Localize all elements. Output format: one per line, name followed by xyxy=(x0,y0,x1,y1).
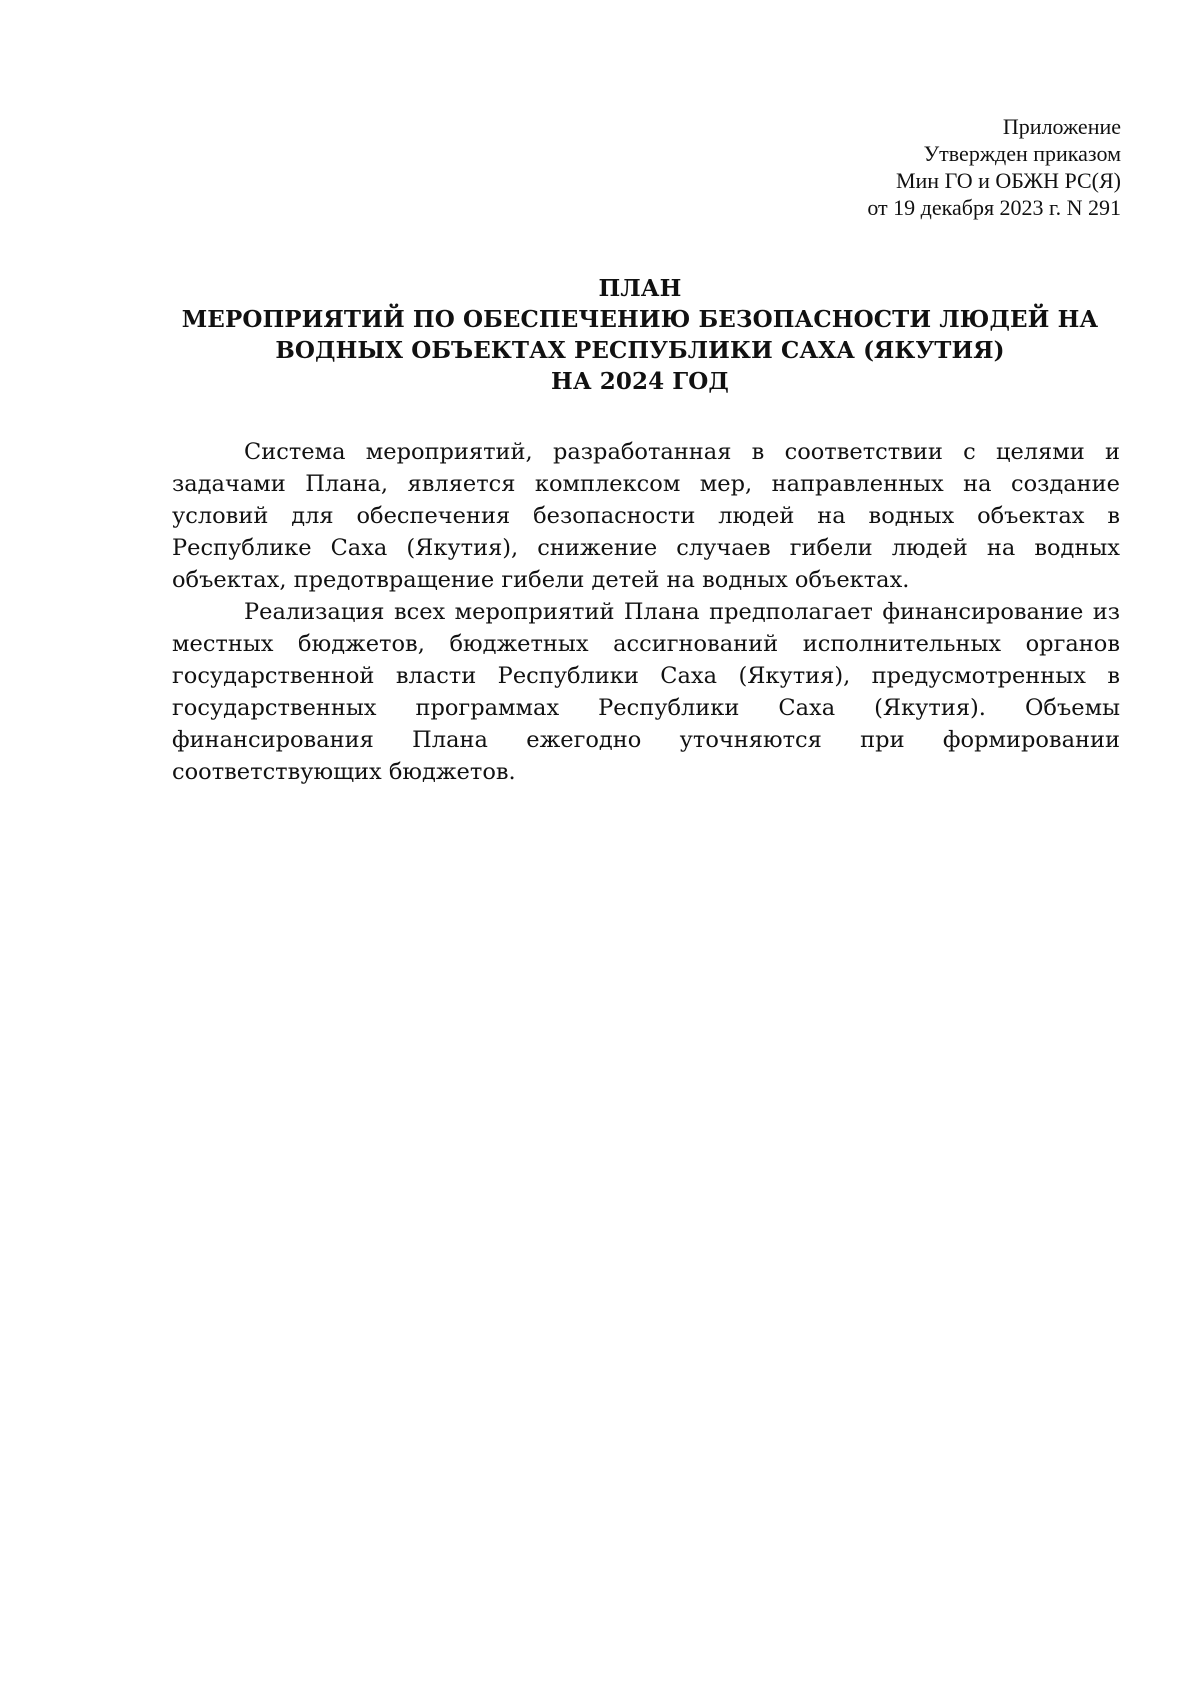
paragraph-line: государственной власти Республики Саха (Якутия), предусмотренных в xyxy=(172,663,1120,689)
approval-ministry: Мин ГО и ОБЖН РС(Я) xyxy=(895,168,1121,193)
paragraph-line: соответствующих бюджетов. xyxy=(172,759,516,785)
paragraph-line: финансирования Плана ежегодно уточняются при формировании xyxy=(172,727,1120,753)
paragraph-line: местных бюджетов, бюджетных ассигнований исполнительных органов xyxy=(172,631,1120,657)
approval-approved-by: Утвержден приказом xyxy=(923,141,1121,166)
paragraph-line: Реализация всех мероприятий Плана предполагает финансирование из xyxy=(244,599,1120,625)
approval-order-date: от 19 декабря 2023 г. N 291 xyxy=(867,195,1121,220)
title-line-year: НА 2024 ГОД xyxy=(551,368,729,395)
paragraph-line: условий для обеспечения безопасности людей на водных объектах в xyxy=(172,503,1120,529)
title-line-objects: ВОДНЫХ ОБЪЕКТАХ РЕСПУБЛИКИ САХА (ЯКУТИЯ) xyxy=(275,337,1005,364)
approval-appendix-label: Приложение xyxy=(1002,114,1121,139)
paragraph-financing xyxy=(172,596,1120,788)
title-line-measures: МЕРОПРИЯТИЙ ПО ОБЕСПЕЧЕНИЮ БЕЗОПАСНОСТИ ЛЮДЕЙ НА xyxy=(181,306,1099,333)
document-body xyxy=(172,436,1120,788)
approval-block xyxy=(681,113,1121,221)
paragraph-system xyxy=(172,436,1120,596)
paragraph-line: Республике Саха (Якутия), снижение случаев гибели людей на водных xyxy=(172,535,1120,561)
paragraph-line: государственных программах Республики Саха (Якутия). Объемы xyxy=(172,695,1120,721)
paragraph-line: Система мероприятий, разработанная в соответствии с целями и xyxy=(244,439,1120,465)
paragraph-line: задачами Плана, является комплексом мер, направленных на создание xyxy=(172,471,1120,497)
paragraph-line: объектах, предотвращение гибели детей на водных объектах. xyxy=(172,567,910,593)
document-title xyxy=(160,273,1120,397)
title-line-plan: ПЛАН xyxy=(598,275,682,302)
